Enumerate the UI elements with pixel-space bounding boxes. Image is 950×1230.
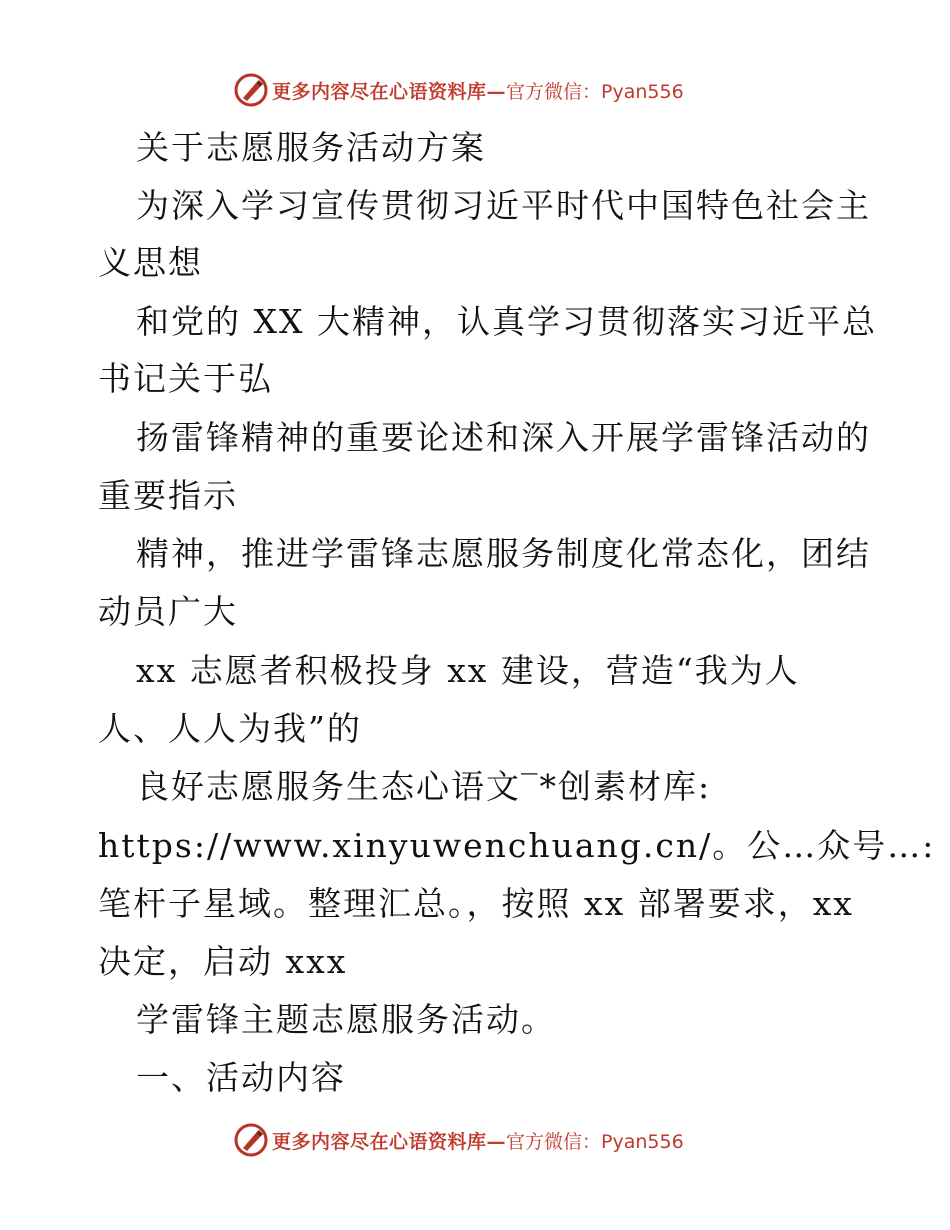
doc-line: 学雷锋主题志愿服务活动。 <box>136 1000 556 1039</box>
pen-logo-icon <box>234 73 268 107</box>
doc-line: 书记关于弘 <box>98 359 273 398</box>
doc-line: 重要指示 <box>98 476 238 515</box>
doc-line: https://www.xinyuwenchuang.cn/。公…众号…: <box>98 826 936 865</box>
doc-line: 笔杆子星域。整理汇总。，按照 xx 部署要求，xx <box>98 884 854 923</box>
doc-line: 良好志愿服务生态心语文‾*创素材库: <box>136 767 712 806</box>
doc-line: 动员广大 <box>98 592 238 631</box>
doc-line: 义思想 <box>98 243 203 282</box>
section-heading: 一、活动内容 <box>136 1058 346 1097</box>
doc-line: 决定，启动 xxx <box>98 942 348 981</box>
pen-logo-icon <box>234 1123 268 1157</box>
doc-line: 扬雷锋精神的重要论述和深入开展学雷锋活动的 <box>136 418 871 457</box>
doc-title: 关于志愿服务活动方案 <box>136 128 486 167</box>
footer-banner <box>0 1120 950 1160</box>
doc-line: xx 志愿者积极投身 xx 建设，营造“我为人 <box>136 651 800 690</box>
header-banner <box>0 70 950 110</box>
doc-line: 和党的 XX 大精神，认真学习贯彻落实习近平总 <box>136 302 877 341</box>
banner-text: 更多内容尽在心语资料库— <box>272 1130 507 1153</box>
banner-contact: 官方微信：Pyan556 <box>506 1130 684 1153</box>
doc-line: 精神，推进学雷锋志愿服务制度化常态化，团结 <box>136 534 871 573</box>
banner-text: 更多内容尽在心语资料库— <box>272 80 507 103</box>
doc-line: 为深入学习宣传贯彻习近平时代中国特色社会主 <box>136 186 871 225</box>
banner-contact: 官方微信：Pyan556 <box>506 80 684 103</box>
doc-line: 人、人人为我”的 <box>98 709 362 748</box>
